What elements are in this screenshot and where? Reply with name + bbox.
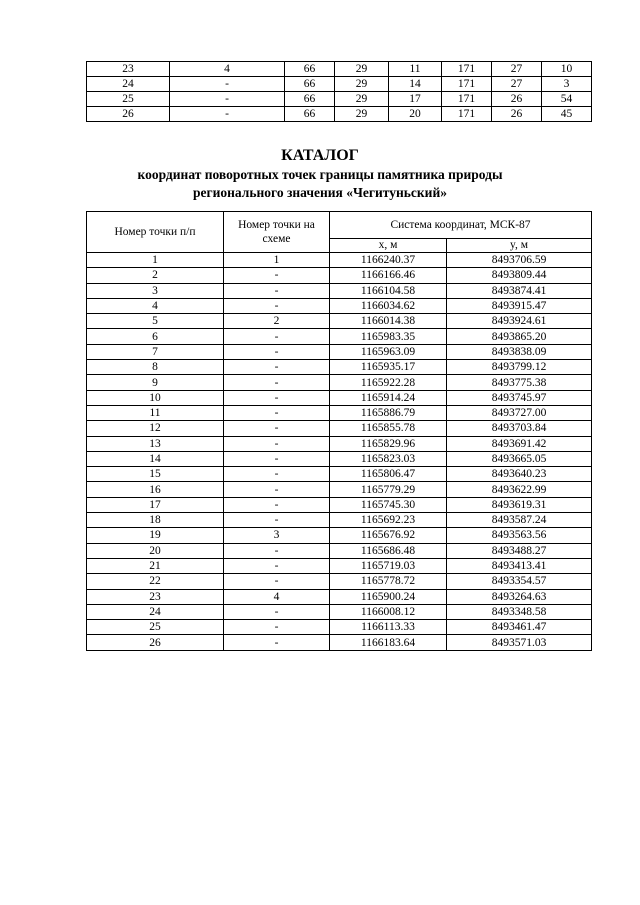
y-coordinate-cell: 8493622.99 — [447, 482, 592, 497]
scheme-number-cell: - — [170, 77, 285, 92]
table-cell: 26 — [492, 107, 542, 122]
scheme-number-cell: - — [224, 635, 330, 650]
table-cell: 29 — [335, 107, 389, 122]
x-coordinate-cell: 1165778.72 — [330, 574, 447, 589]
catalog-subtitle-line-1: координат поворотных точек границы памятника природы — [137, 167, 503, 182]
header-x: x, м — [330, 239, 447, 253]
table-row — [87, 467, 592, 482]
table-cell: 26 — [492, 92, 542, 107]
table-row — [87, 497, 592, 512]
table-cell: 29 — [335, 77, 389, 92]
table-cell: 66 — [285, 107, 335, 122]
header-scheme-number: Номер точки на схеме — [224, 212, 330, 253]
y-coordinate-cell: 8493461.47 — [447, 620, 592, 635]
point-number-cell: 2 — [87, 268, 224, 283]
table-cell: 66 — [285, 92, 335, 107]
table-row — [87, 344, 592, 359]
table-row — [87, 543, 592, 558]
y-coordinate-cell: 8493915.47 — [447, 298, 592, 313]
catalog-title: КАТАЛОГ — [281, 147, 359, 164]
point-number-cell: 12 — [87, 421, 224, 436]
table-row — [87, 92, 592, 107]
x-coordinate-cell: 1165900.24 — [330, 589, 447, 604]
y-coordinate-cell: 8493619.31 — [447, 497, 592, 512]
coordinates-catalog-table — [86, 211, 592, 651]
point-number-cell: 10 — [87, 390, 224, 405]
point-number-cell: 20 — [87, 543, 224, 558]
scheme-number-cell: - — [224, 620, 330, 635]
x-coordinate-cell: 1165855.78 — [330, 421, 447, 436]
table-cell: 14 — [389, 77, 442, 92]
y-coordinate-cell: 8493838.09 — [447, 344, 592, 359]
point-number-cell: 8 — [87, 360, 224, 375]
scheme-number-cell: 3 — [224, 528, 330, 543]
table-row — [87, 589, 592, 604]
y-coordinate-cell: 8493571.03 — [447, 635, 592, 650]
point-number-cell: 4 — [87, 298, 224, 313]
catalog-heading — [0, 146, 640, 202]
point-number-cell: 25 — [87, 92, 170, 107]
y-coordinate-cell: 8493865.20 — [447, 329, 592, 344]
table-cell: 66 — [285, 77, 335, 92]
scheme-number-cell: - — [224, 482, 330, 497]
table-row — [87, 528, 592, 543]
y-coordinate-cell: 8493874.41 — [447, 283, 592, 298]
table-cell: 171 — [442, 107, 492, 122]
header-y: y, м — [447, 239, 592, 253]
y-coordinate-cell: 8493640.23 — [447, 467, 592, 482]
point-number-cell: 22 — [87, 574, 224, 589]
table-cell: 45 — [542, 107, 592, 122]
y-coordinate-cell: 8493727.00 — [447, 405, 592, 420]
scheme-number-cell: 1 — [224, 253, 330, 268]
continued-coordinates-table — [86, 61, 592, 122]
x-coordinate-cell: 1166008.12 — [330, 604, 447, 619]
table-cell: 11 — [389, 62, 442, 77]
table-cell: 27 — [492, 77, 542, 92]
point-number-cell: 16 — [87, 482, 224, 497]
table-row — [87, 77, 592, 92]
scheme-number-cell: - — [224, 390, 330, 405]
table-row — [87, 635, 592, 650]
y-coordinate-cell: 8493264.63 — [447, 589, 592, 604]
x-coordinate-cell: 1166166.46 — [330, 268, 447, 283]
y-coordinate-cell: 8493587.24 — [447, 513, 592, 528]
table-row — [87, 329, 592, 344]
table-row — [87, 298, 592, 313]
scheme-number-cell: - — [224, 421, 330, 436]
x-coordinate-cell: 1165676.92 — [330, 528, 447, 543]
point-number-cell: 18 — [87, 513, 224, 528]
y-coordinate-cell: 8493809.44 — [447, 268, 592, 283]
point-number-cell: 17 — [87, 497, 224, 512]
scheme-number-cell: - — [170, 92, 285, 107]
point-number-cell: 9 — [87, 375, 224, 390]
scheme-number-cell: - — [170, 107, 285, 122]
scheme-number-cell: - — [224, 513, 330, 528]
scheme-number-cell: - — [224, 543, 330, 558]
point-number-cell: 5 — [87, 314, 224, 329]
table-row — [87, 620, 592, 635]
scheme-number-cell: 4 — [170, 62, 285, 77]
x-coordinate-cell: 1165963.09 — [330, 344, 447, 359]
y-coordinate-cell: 8493775.38 — [447, 375, 592, 390]
x-coordinate-cell: 1165719.03 — [330, 558, 447, 573]
table-cell: 171 — [442, 77, 492, 92]
x-coordinate-cell: 1165686.48 — [330, 543, 447, 558]
table-cell: 29 — [335, 92, 389, 107]
y-coordinate-cell: 8493413.41 — [447, 558, 592, 573]
point-number-cell: 13 — [87, 436, 224, 451]
point-number-cell: 26 — [87, 107, 170, 122]
point-number-cell: 15 — [87, 467, 224, 482]
x-coordinate-cell: 1166014.38 — [330, 314, 447, 329]
scheme-number-cell: - — [224, 558, 330, 573]
scheme-number-cell: - — [224, 574, 330, 589]
coordinates-table-body — [87, 253, 592, 651]
point-number-cell: 3 — [87, 283, 224, 298]
table-cell: 17 — [389, 92, 442, 107]
point-number-cell: 21 — [87, 558, 224, 573]
table-row — [87, 482, 592, 497]
y-coordinate-cell: 8493745.97 — [447, 390, 592, 405]
x-coordinate-cell: 1166240.37 — [330, 253, 447, 268]
table-row — [87, 451, 592, 466]
scheme-number-cell: - — [224, 283, 330, 298]
catalog-subtitle-line-2: регионального значения «Чегитуньский» — [193, 185, 447, 200]
scheme-number-cell: 4 — [224, 589, 330, 604]
y-coordinate-cell: 8493706.59 — [447, 253, 592, 268]
y-coordinate-cell: 8493703.84 — [447, 421, 592, 436]
point-number-cell: 23 — [87, 589, 224, 604]
table-cell: 54 — [542, 92, 592, 107]
table-cell: 20 — [389, 107, 442, 122]
table-row — [87, 558, 592, 573]
x-coordinate-cell: 1165829.96 — [330, 436, 447, 451]
point-number-cell: 26 — [87, 635, 224, 650]
table-cell: 66 — [285, 62, 335, 77]
point-number-cell: 23 — [87, 62, 170, 77]
scheme-number-cell: - — [224, 467, 330, 482]
point-number-cell: 19 — [87, 528, 224, 543]
x-coordinate-cell: 1166034.62 — [330, 298, 447, 313]
table-cell: 10 — [542, 62, 592, 77]
table-row — [87, 604, 592, 619]
scheme-number-cell: - — [224, 436, 330, 451]
table-row — [87, 375, 592, 390]
x-coordinate-cell: 1165922.28 — [330, 375, 447, 390]
point-number-cell: 1 — [87, 253, 224, 268]
x-coordinate-cell: 1165983.35 — [330, 329, 447, 344]
y-coordinate-cell: 8493488.27 — [447, 543, 592, 558]
y-coordinate-cell: 8493354.57 — [447, 574, 592, 589]
table-row — [87, 283, 592, 298]
x-coordinate-cell: 1166113.33 — [330, 620, 447, 635]
scheme-number-cell: - — [224, 375, 330, 390]
x-coordinate-cell: 1166104.58 — [330, 283, 447, 298]
scheme-number-cell: - — [224, 268, 330, 283]
continued-table-body — [87, 62, 592, 122]
x-coordinate-cell: 1165806.47 — [330, 467, 447, 482]
header-point-number: Номер точки п/п — [87, 212, 224, 253]
table-row — [87, 62, 592, 77]
scheme-number-cell: - — [224, 344, 330, 359]
scheme-number-cell: - — [224, 329, 330, 344]
scheme-number-cell: 2 — [224, 314, 330, 329]
x-coordinate-cell: 1165692.23 — [330, 513, 447, 528]
table-row — [87, 107, 592, 122]
point-number-cell: 24 — [87, 604, 224, 619]
scheme-number-cell: - — [224, 298, 330, 313]
table-row — [87, 574, 592, 589]
table-row — [87, 253, 592, 268]
y-coordinate-cell: 8493691.42 — [447, 436, 592, 451]
x-coordinate-cell: 1165823.03 — [330, 451, 447, 466]
table-row — [87, 421, 592, 436]
point-number-cell: 7 — [87, 344, 224, 359]
y-coordinate-cell: 8493799.12 — [447, 360, 592, 375]
table-row — [87, 436, 592, 451]
y-coordinate-cell: 8493924.61 — [447, 314, 592, 329]
y-coordinate-cell: 8493348.58 — [447, 604, 592, 619]
y-coordinate-cell: 8493563.56 — [447, 528, 592, 543]
x-coordinate-cell: 1165935.17 — [330, 360, 447, 375]
y-coordinate-cell: 8493665.05 — [447, 451, 592, 466]
table-row — [87, 360, 592, 375]
table-cell: 29 — [335, 62, 389, 77]
scheme-number-cell: - — [224, 604, 330, 619]
scheme-number-cell: - — [224, 497, 330, 512]
x-coordinate-cell: 1165914.24 — [330, 390, 447, 405]
point-number-cell: 24 — [87, 77, 170, 92]
scheme-number-cell: - — [224, 451, 330, 466]
table-cell: 3 — [542, 77, 592, 92]
table-row — [87, 390, 592, 405]
header-coordinate-system: Система координат, МСК-87 — [330, 212, 592, 239]
table-cell: 171 — [442, 62, 492, 77]
x-coordinate-cell: 1165745.30 — [330, 497, 447, 512]
table-row — [87, 268, 592, 283]
table-row — [87, 314, 592, 329]
table-cell: 27 — [492, 62, 542, 77]
scheme-number-cell: - — [224, 360, 330, 375]
point-number-cell: 11 — [87, 405, 224, 420]
table-row — [87, 405, 592, 420]
table-cell: 171 — [442, 92, 492, 107]
table-row — [87, 513, 592, 528]
point-number-cell: 6 — [87, 329, 224, 344]
scheme-number-cell: - — [224, 405, 330, 420]
x-coordinate-cell: 1165886.79 — [330, 405, 447, 420]
point-number-cell: 25 — [87, 620, 224, 635]
x-coordinate-cell: 1166183.64 — [330, 635, 447, 650]
point-number-cell: 14 — [87, 451, 224, 466]
x-coordinate-cell: 1165779.29 — [330, 482, 447, 497]
